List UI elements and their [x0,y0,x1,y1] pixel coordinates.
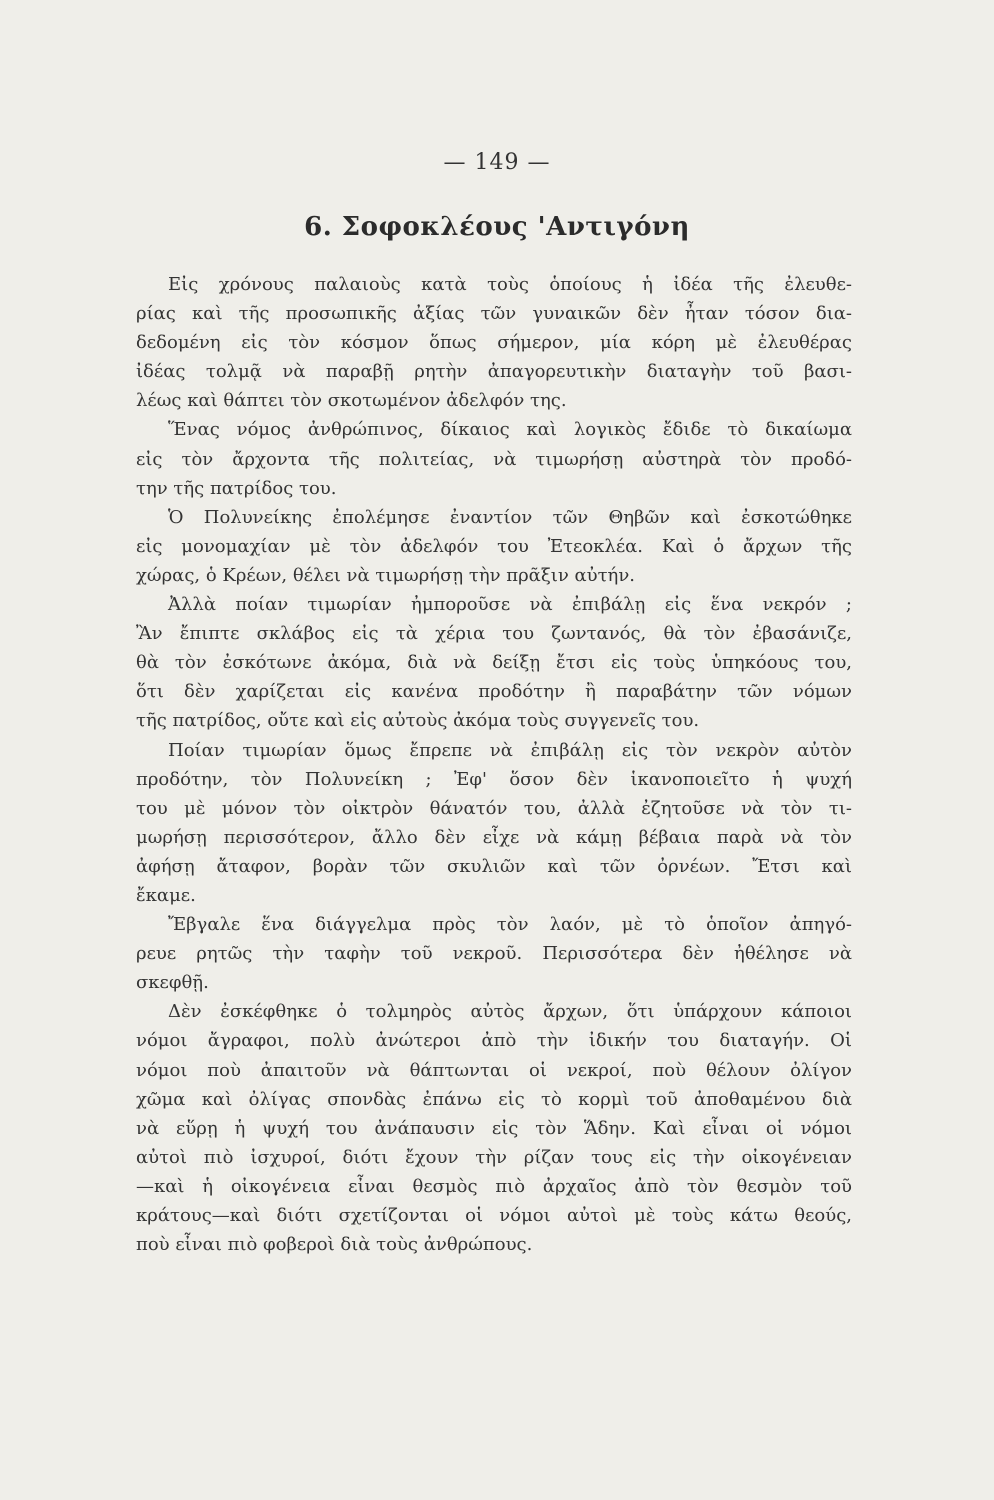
text-line: Ἀλλὰ ποίαν τιμωρίαν ἠμποροῦσε νὰ ἐπιβάλῃ εἰς ἕνα νεκρόν ; [168,594,852,616]
text-line: ἰδέας τολμᾷ νὰ παραβῇ ρητὴν ἀπαγορευτικὴν διαταγὴν τοῦ βασι- [136,361,852,383]
text-line: δεδομένη εἰς τὸν κόσμον ὅπως σήμερον, μία κόρη μὲ ἐλευθέρας [136,332,852,354]
text-line: λέως καὶ θάπτει τὸν σκοτωμένον ἀδελφόν της. [136,390,567,412]
text-line: νόμοι ἄγραφοι, πολὺ ἀνώτεροι ἀπὸ τὴν ἰδικήν του διαταγήν. Οἱ [136,1030,852,1052]
text-line: αὐτοὶ πιὸ ἰσχυροί, διότι ἔχουν τὴν ρίζαν τους εἰς τὴν οἰκογένειαν [136,1146,852,1168]
paragraph [136,503,852,590]
paragraph [136,270,852,415]
text-line: σκεφθῇ. [136,972,209,994]
text-line: ρευε ρητῶς τὴν ταφὴν τοῦ νεκροῦ. Περισσότερα δὲν ἠθέλησε νὰ [136,943,852,965]
text-line: ἔκαμε. [136,884,196,906]
text-line: Ὁ Πολυνείκης ἐπολέμησε ἐναντίον τῶν Θηβῶν καὶ ἐσκοτώθηκε [168,506,852,528]
text-line: θὰ τὸν ἐσκότωνε ἀκόμα, διὰ νὰ δείξῃ ἔτσι εἰς τοὺς ὑπηκόους του, [136,652,852,674]
text-line: νὰ εὕρῃ ἡ ψυχή του ἀνάπαυσιν εἰς τὸν Ἅδην. Καὶ εἶναι οἱ νόμοι [136,1117,852,1139]
text-line: ἀφήσῃ ἄταφον, βορὰν τῶν σκυλιῶν καὶ τῶν ὀρνέων. Ἔτσι καὶ [136,855,852,877]
text-line: ρίας καὶ τῆς προσωπικῆς ἀξίας τῶν γυναικῶν δὲν ἦταν τόσον δια- [136,303,852,325]
text-line: κράτους—καὶ διότι σχετίζονται οἱ νόμοι αὐτοὶ μὲ τοὺς κάτω θεούς, [136,1205,852,1226]
text-line: ὅτι δὲν χαρίζεται εἰς κανένα προδότην ἢ παραβάτην τῶν νόμων [136,681,852,703]
paragraph [136,997,852,1259]
text-line: εἰς μονομαχίαν μὲ τὸν ἀδελφόν του Ἐτεοκλέα. Καὶ ὁ ἄρχων τῆς [136,535,852,557]
text-line: —καὶ ἡ οἰκογένεια εἶναι θεσμὸς πιὸ ἀρχαῖος ἀπὸ τὸν θεσμὸν τοῦ [136,1175,852,1197]
text-line: Ἕνας νόμος ἀνθρώπινος, δίκαιος καὶ λογικὸς ἔδιδε τὸ δικαίωμα [168,419,852,441]
text-line: ποὺ εἶναι πιὸ φοβεροὶ διὰ τοὺς ἀνθρώπους. [136,1234,533,1256]
body-text [136,270,852,1259]
text-line: Ἂν ἔπιπτε σκλάβος εἰς τὰ χέρια του ζωντανός, θὰ τὸν ἐβασάνιζε, [136,623,852,645]
text-line: μωρήσῃ περισσότερον, ἄλλο δὲν εἶχε νὰ κάμῃ βέβαια παρὰ νὰ τὸν [136,826,852,848]
text-line: εἰς τὸν ἄρχοντα τῆς πολιτείας, νὰ τιμωρήσῃ αὐστηρὰ τὸν προδό- [136,448,852,470]
text-line: του μὲ μόνον τὸν οἰκτρὸν θάνατόν του, ἀλλὰ ἐζητοῦσε νὰ τὸν τι- [136,797,852,819]
text-line: τῆς πατρίδος, οὔτε καὶ εἰς αὐτοὺς ἀκόμα τοὺς συγγενεῖς του. [136,710,700,732]
text-line: Εἰς χρόνους παλαιοὺς κατὰ τοὺς ὁποίους ἡ ἰδέα τῆς ἐλευθε- [168,274,852,295]
text-line: την τῆς πατρίδος του. [136,477,337,499]
text-line: Δὲν ἐσκέφθηκε ὁ τολμηρὸς αὐτὸς ἄρχων, ὅτι ὑπάρχουν κάποιοι [168,1001,852,1023]
text-line: Ἔβγαλε ἕνα διάγγελμα πρὸς τὸν λαόν, μὲ τὸ ὁποῖον ἀπηγό- [168,914,852,936]
text-line: χώρας, ὁ Κρέων, θέλει νὰ τιμωρήσῃ τὴν πρᾶξιν αὐτήν. [136,564,635,586]
paragraph [136,590,852,735]
text-line: προδότην, τὸν Πολυνείκη ; Ἐφ' ὅσον δὲν ἱκανοποιεῖτο ἡ ψυχή [136,768,852,790]
paragraph [136,736,852,911]
text-line: νόμοι ποὺ ἀπαιτοῦν νὰ θάπτωνται οἱ νεκροί, ποὺ θέλουν ὀλίγον [136,1059,852,1081]
chapter-heading: 6. Σοφοκλέους 'Αντιγόνη [304,212,690,242]
paragraph [136,415,852,502]
page-number: — 149 — [443,150,551,175]
text-line: Ποίαν τιμωρίαν ὅμως ἔπρεπε νὰ ἐπιβάλῃ εἰς τὸν νεκρὸν αὐτὸν [168,739,852,761]
text-line: χῶμα καὶ ὀλίγας σπονδὰς ἐπάνω εἰς τὸ κορμὶ τοῦ ἀποθαμένου διὰ [136,1088,852,1110]
paragraph [136,910,852,997]
